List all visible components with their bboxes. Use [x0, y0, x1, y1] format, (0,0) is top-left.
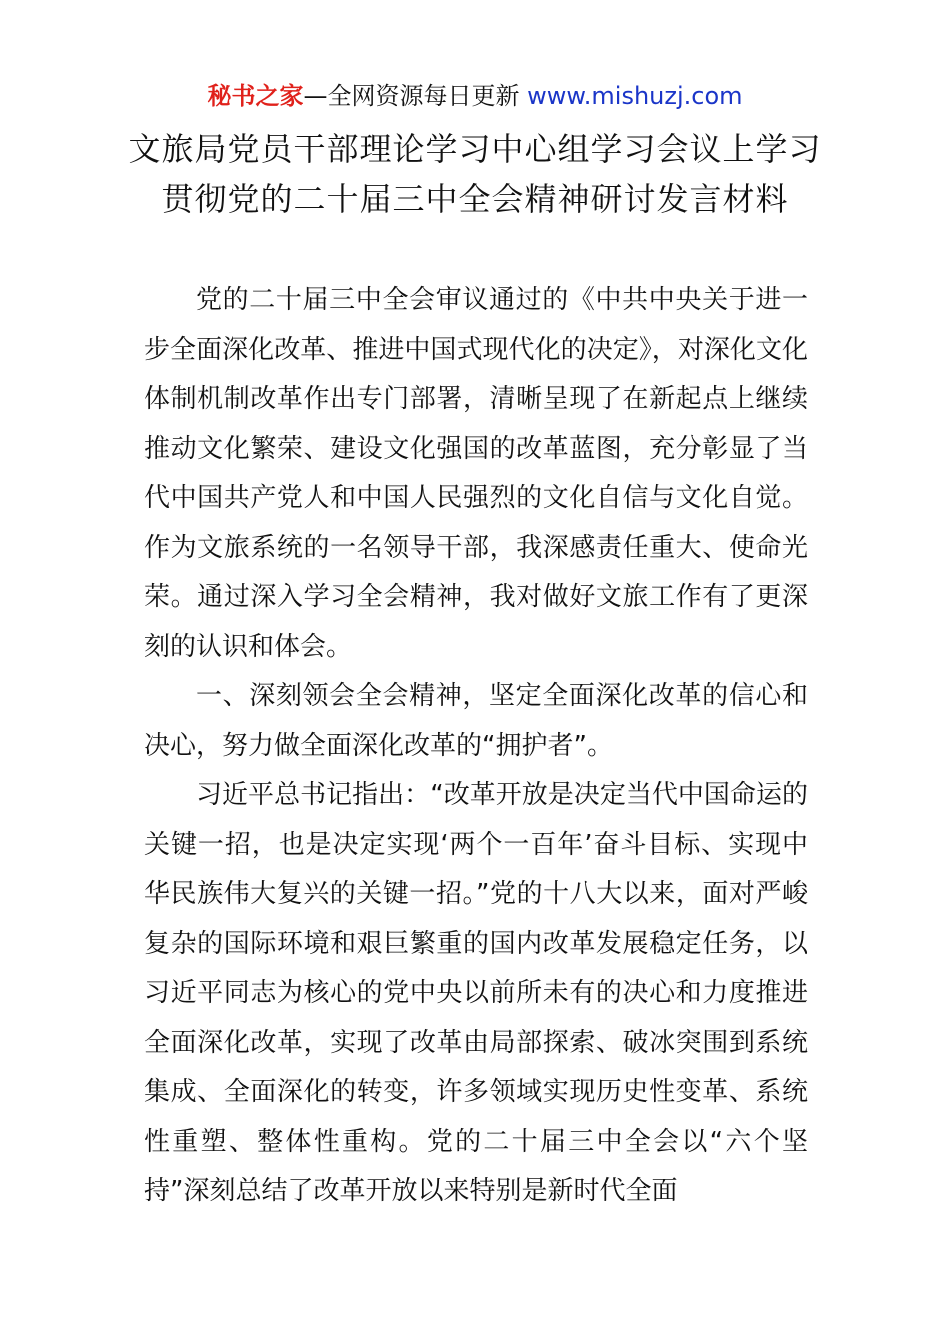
section-heading-1: 一、深刻领会全会精神，坚定全面深化改革的信心和决心，努力做全面深化改革的“拥护者”。: [144, 681, 808, 761]
paragraph-intro: 党的二十届三中全会审议通过的《中共中央关于进一步全面深化改革、推进中国式现代化的决定》，对深化文化体制机制改革作出专门部署，清晰呈现了在新起点上继续推动文化繁荣、建设文化强国的改革蓝图，充分彰显了当代中国共产党人和中国人民强烈的文化自信与文化自觉。作为文旅系统的一名领导干部，我深感责任重大、使命光荣。通过深入学习全会精神，我对做好文旅工作有了更深刻的认识和体会。: [144, 285, 808, 662]
paragraph-quote: 习近平总书记指出：“改革开放是决定当代中国命运的关键一招，也是决定实现‘两个一百年’奋斗目标、实现中华民族伟大复兴的关键一招。”党的十八大以来，面对严峻复杂的国际环境和艰巨繁重的国内改革发展稳定任务，以习近平同志为核心的党中央以前所未有的决心和力度推进全面深化改革，实现了改革由局部探索、破冰突围到系统集成、全面深化的转变，许多领域实现历史性变革、系统性重塑、整体性重构。党的二十届三中全会以“六个坚持”深刻总结了改革开放以来特别是新时代全面: [144, 780, 808, 1206]
brand-name: 秘书之家: [207, 82, 304, 110]
header-tagline: —全网资源每日更新: [303, 82, 528, 110]
document-title: 文旅局党员干部理论学习中心组学习会议上学习贯彻党的二十届三中全会精神研讨发言材料: [128, 130, 822, 218]
site-header: [0, 80, 950, 112]
site-url-link[interactable]: www.mishuzj.com: [527, 82, 743, 110]
document-body: [144, 276, 808, 1217]
